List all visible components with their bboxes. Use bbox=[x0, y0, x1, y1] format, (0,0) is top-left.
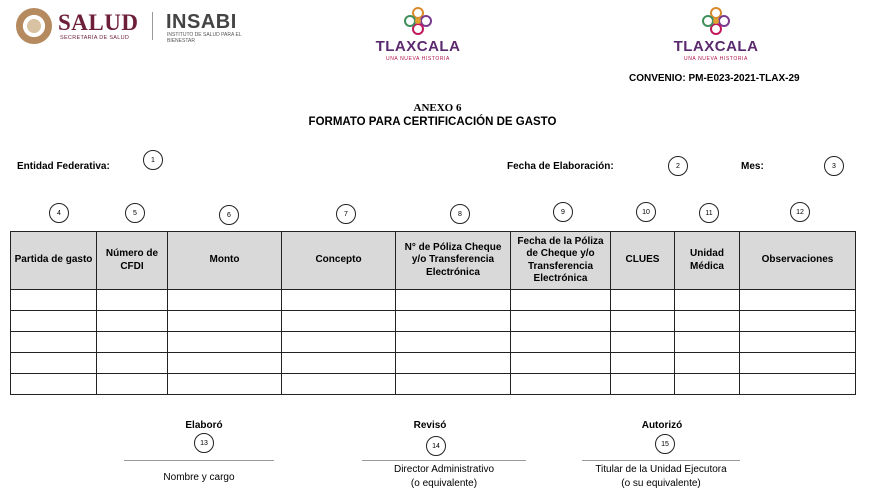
table-cell[interactable] bbox=[396, 374, 511, 395]
signature-title-elaboro: Elaboró bbox=[185, 420, 223, 431]
table-cell[interactable] bbox=[675, 290, 740, 311]
table-cell[interactable] bbox=[675, 332, 740, 353]
table-row bbox=[11, 332, 856, 353]
table-cell[interactable] bbox=[168, 311, 282, 332]
table-row bbox=[11, 290, 856, 311]
signature-caption: Nombre y cargo bbox=[163, 472, 235, 483]
table-cell[interactable] bbox=[511, 353, 611, 374]
annex-title: ANEXO 6 bbox=[413, 102, 462, 114]
table-cell[interactable] bbox=[740, 374, 856, 395]
table-cell[interactable] bbox=[511, 332, 611, 353]
convenio-number: CONVENIO: PM-E023-2021-TLAX-29 bbox=[629, 73, 800, 84]
marker-circle: 1 bbox=[143, 150, 163, 170]
table-cell[interactable] bbox=[282, 353, 396, 374]
expense-table bbox=[10, 231, 856, 395]
salud-name: SALUD bbox=[58, 10, 139, 35]
column-marker: 5 bbox=[125, 203, 145, 223]
tlaxcala-flower-icon bbox=[403, 6, 433, 36]
column-header: CLUES bbox=[611, 232, 675, 290]
salud-logo bbox=[16, 8, 146, 44]
column-marker: 10 bbox=[636, 202, 656, 222]
column-marker: 9 bbox=[553, 202, 573, 222]
table-cell[interactable] bbox=[11, 332, 97, 353]
table-cell[interactable] bbox=[511, 290, 611, 311]
signature-caption-note: (o su equivalente) bbox=[621, 478, 701, 489]
table-cell[interactable] bbox=[611, 353, 675, 374]
table-cell[interactable] bbox=[11, 290, 97, 311]
tlaxcala-logo-right bbox=[661, 6, 771, 66]
column-header: Partida de gasto bbox=[11, 232, 97, 290]
entidad-label: Entidad Federativa: bbox=[17, 161, 110, 172]
insabi-subtitle: INSTITUTO DE SALUD PARA EL BIENESTAR bbox=[167, 32, 242, 44]
table-cell[interactable] bbox=[740, 332, 856, 353]
table-cell[interactable] bbox=[740, 353, 856, 374]
tlaxcala-logo-left bbox=[363, 6, 473, 66]
table-cell[interactable] bbox=[611, 311, 675, 332]
table-cell[interactable] bbox=[396, 332, 511, 353]
table-cell[interactable] bbox=[11, 374, 97, 395]
table-cell[interactable] bbox=[282, 332, 396, 353]
column-marker: 11 bbox=[699, 203, 719, 223]
table-cell[interactable] bbox=[11, 353, 97, 374]
signature-title-autorizo: Autorizó bbox=[641, 420, 683, 431]
marker-circle: 2 bbox=[668, 156, 688, 176]
logo-divider bbox=[152, 12, 153, 40]
table-cell[interactable] bbox=[675, 311, 740, 332]
column-header: Observaciones bbox=[740, 232, 856, 290]
signature-caption: Director Administrativo bbox=[393, 464, 495, 475]
table-cell[interactable] bbox=[97, 374, 168, 395]
table-cell[interactable] bbox=[611, 290, 675, 311]
marker-circle: 3 bbox=[824, 156, 844, 176]
signature-line bbox=[124, 460, 274, 461]
table-header-row bbox=[11, 232, 856, 290]
table-cell[interactable] bbox=[282, 290, 396, 311]
signature-line bbox=[362, 460, 526, 461]
column-marker: 8 bbox=[450, 204, 470, 224]
table-cell[interactable] bbox=[611, 374, 675, 395]
salud-subtitle: SECRETARÍA DE SALUD bbox=[60, 35, 130, 41]
column-header: N° de Póliza Cheque y/o Transferencia Electrónica bbox=[396, 232, 511, 290]
table-row bbox=[11, 374, 856, 395]
table-cell[interactable] bbox=[740, 290, 856, 311]
table-cell[interactable] bbox=[740, 311, 856, 332]
table-cell[interactable] bbox=[97, 332, 168, 353]
column-header: Concepto bbox=[282, 232, 396, 290]
column-header: Número de CFDI bbox=[97, 232, 168, 290]
table-cell[interactable] bbox=[282, 374, 396, 395]
marker-circle: 13 bbox=[194, 433, 214, 453]
mexico-seal-icon bbox=[16, 8, 52, 44]
tlaxcala-tagline: UNA NUEVA HISTORIA bbox=[386, 56, 450, 62]
document-title: FORMATO PARA CERTIFICACIÓN DE GASTO bbox=[308, 116, 557, 128]
table-cell[interactable] bbox=[168, 374, 282, 395]
table-cell[interactable] bbox=[675, 353, 740, 374]
column-marker: 12 bbox=[790, 202, 810, 222]
table-cell[interactable] bbox=[511, 311, 611, 332]
tlaxcala-tagline: UNA NUEVA HISTORIA bbox=[684, 56, 748, 62]
mes-label: Mes: bbox=[741, 161, 764, 172]
table-cell[interactable] bbox=[97, 353, 168, 374]
table-cell[interactable] bbox=[675, 374, 740, 395]
insabi-name: INSABI bbox=[166, 11, 237, 33]
signature-caption-note: (o equivalente) bbox=[410, 478, 478, 489]
fecha-label: Fecha de Elaboración: bbox=[507, 161, 614, 172]
marker-circle: 15 bbox=[655, 434, 675, 454]
table-cell[interactable] bbox=[282, 311, 396, 332]
tlaxcala-name: TLAXCALA bbox=[375, 38, 461, 55]
table-cell[interactable] bbox=[168, 353, 282, 374]
table-cell[interactable] bbox=[396, 290, 511, 311]
column-marker: 4 bbox=[49, 203, 69, 223]
table-cell[interactable] bbox=[511, 374, 611, 395]
signature-caption: Titular de la Unidad Ejecutora bbox=[595, 464, 727, 475]
column-marker: 7 bbox=[336, 204, 356, 224]
signature-line bbox=[582, 460, 740, 461]
column-header: Unidad Médica bbox=[675, 232, 740, 290]
table-cell[interactable] bbox=[168, 290, 282, 311]
table-cell[interactable] bbox=[396, 353, 511, 374]
column-header: Fecha de la Póliza de Cheque y/o Transferencia Electrónica bbox=[511, 232, 611, 290]
table-cell[interactable] bbox=[168, 332, 282, 353]
table-cell[interactable] bbox=[611, 332, 675, 353]
signature-title-reviso: Revisó bbox=[413, 420, 447, 431]
tlaxcala-name: TLAXCALA bbox=[673, 38, 759, 55]
table-cell[interactable] bbox=[396, 311, 511, 332]
marker-circle: 14 bbox=[426, 436, 446, 456]
table-cell[interactable] bbox=[97, 290, 168, 311]
table-row bbox=[11, 311, 856, 332]
table-cell[interactable] bbox=[11, 311, 97, 332]
table-row bbox=[11, 353, 856, 374]
table-cell[interactable] bbox=[97, 311, 168, 332]
column-header: Monto bbox=[168, 232, 282, 290]
tlaxcala-flower-icon bbox=[701, 6, 731, 36]
column-marker: 6 bbox=[219, 205, 239, 225]
